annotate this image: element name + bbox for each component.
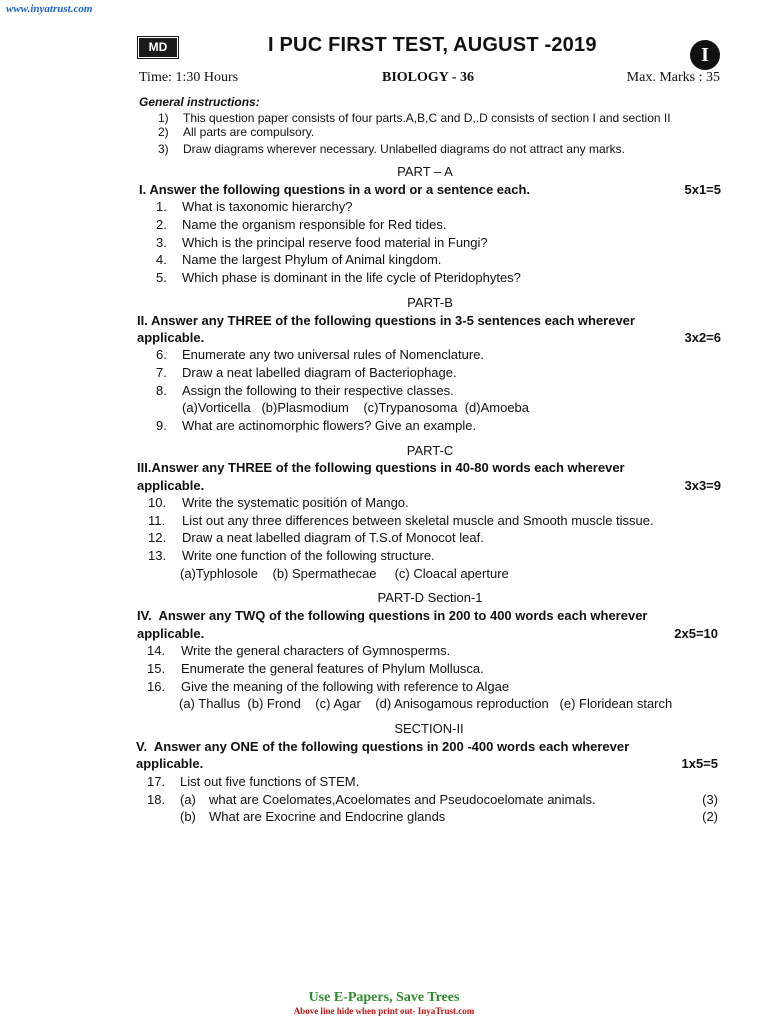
question-text: Name the largest Phylum of Animal kingdom.: [182, 252, 442, 267]
subquestion-label: (a): [180, 792, 196, 807]
part-b-heading: PART-B: [407, 295, 453, 310]
question-text: Which phase is dominant in the life cycle of Pteridophytes?: [182, 270, 521, 285]
question-text: What are Exocrine and Endocrine glands: [209, 809, 446, 824]
question-options: (a) Thallus (b) Frond (c) Agar (d) Anisogamous reproduction (e) Floridean starch: [179, 696, 673, 711]
website-link[interactable]: www.inyatrust.com: [6, 3, 93, 15]
part-a-instruction: I. Answer the following questions in a word or a sentence each.: [139, 182, 531, 197]
question-number: 8.: [156, 383, 167, 398]
question-text: Enumerate the general features of Phylum Mollusca.: [181, 661, 484, 676]
exam-time: Time: 1:30 Hours: [139, 70, 239, 85]
question-text: Which is the principal reserve food material in Fungi?: [182, 235, 488, 250]
question-number: 15.: [147, 661, 166, 676]
question-number: 2.: [156, 217, 167, 232]
part-d-marks: 2x5=10: [674, 626, 718, 641]
instruction-number: 2): [158, 125, 169, 139]
md-badge: MD: [139, 38, 177, 57]
part-c-heading: PART-C: [406, 443, 454, 458]
question-text: Write the general characters of Gymnosperms.: [181, 643, 451, 658]
part-c-instruction-cont: applicable.: [137, 478, 205, 493]
instruction-number: 1): [158, 111, 169, 125]
max-marks: Max. Marks : 35: [626, 70, 720, 85]
part-c-instruction: III.Answer any THREE of the following questions in 40-80 words each wherever: [137, 460, 625, 475]
part-a-heading: PART – A: [397, 164, 453, 179]
question-text: Write the systematic positión of Mango.: [182, 495, 409, 510]
question-number: 12.: [148, 530, 167, 545]
question-number: 4.: [156, 252, 167, 267]
question-number: 16.: [147, 679, 166, 694]
instruction-text: This question paper consists of four parts.A,B,C and D,.D consists of section I and section II: [183, 111, 671, 125]
question-number: 11.: [148, 513, 166, 528]
subquestion-label: (b): [180, 809, 196, 824]
question-text: Give the meaning of the following with reference to Algae: [181, 679, 510, 694]
section-2-heading: SECTION-II: [394, 721, 464, 736]
part-b-marks: 3x2=6: [684, 330, 721, 345]
question-number: 5.: [156, 270, 167, 285]
question-number: 17.: [147, 774, 166, 789]
question-text: Enumerate any two universal rules of Nomenclature.: [182, 347, 485, 362]
roman-one-badge: I: [690, 40, 720, 70]
question-text: Draw a neat labelled diagram of Bacteriophage.: [182, 365, 457, 380]
part-b-instruction-cont: applicable.: [137, 330, 205, 345]
question-number: 14.: [147, 643, 166, 658]
question-number: 1.: [156, 199, 167, 214]
question-text: Write one function of the following structure.: [182, 548, 435, 563]
section-2-marks: 1x5=5: [681, 756, 718, 771]
instruction-text: Draw diagrams wherever necessary. Unlabelled diagrams do not attract any marks.: [183, 142, 625, 156]
part-d-instruction: IV. Answer any TWQ of the following questions in 200 to 400 words each wherever: [137, 608, 648, 623]
footer-note: Above line hide when print out- InyaTrust.com: [293, 1006, 475, 1016]
question-number: 13.: [148, 548, 167, 563]
part-d-instruction-cont: applicable.: [137, 626, 205, 641]
question-text: what are Coelomates,Acoelomates and Pseudocoelomate animals.: [209, 792, 596, 807]
question-number: 10.: [148, 495, 167, 510]
subject-label: BIOLOGY - 36: [382, 70, 475, 85]
question-options: (a)Typhlosole (b) Spermathecae (c) Cloacal aperture: [180, 566, 509, 581]
section-2-instruction-cont: applicable.: [136, 756, 204, 771]
instructions-heading: General instructions:: [139, 95, 260, 109]
question-text: List out five functions of STEM.: [180, 774, 360, 789]
question-text: What are actinomorphic flowers? Give an example.: [182, 418, 477, 433]
instruction-number: 3): [158, 142, 169, 156]
question-number: 18.: [147, 792, 166, 807]
question-text: What is taxonomic hierarchy?: [182, 199, 353, 214]
part-d-heading: PART-D Section-1: [377, 590, 483, 605]
part-b-instruction: II. Answer any THREE of the following questions in 3-5 sentences each wherever: [137, 313, 635, 328]
part-a-marks: 5x1=5: [684, 182, 721, 197]
subquestion-marks: (3): [702, 792, 718, 807]
question-number: 6.: [156, 347, 167, 362]
question-text: Name the organism responsible for Red tides.: [182, 217, 447, 232]
question-text: Assign the following to their respective classes.: [182, 383, 454, 398]
question-text: Draw a neat labelled diagram of T.S.of Monocot leaf.: [182, 530, 484, 545]
part-c-marks: 3x3=9: [684, 478, 721, 493]
question-number: 9.: [156, 418, 167, 433]
question-options: (a)Vorticella (b)Plasmodium (c)Trypanosoma (d)Amoeba: [182, 400, 530, 415]
instruction-text: All parts are compulsory.: [183, 125, 315, 139]
exam-title: I PUC FIRST TEST, AUGUST -2019: [268, 34, 597, 56]
question-number: 3.: [156, 235, 167, 250]
footer-slogan: Use E-Papers, Save Trees: [308, 990, 460, 1005]
section-2-instruction: V. Answer any ONE of the following questions in 200 -400 words each wherever: [136, 739, 630, 754]
question-text: List out any three differences between skeletal muscle and Smooth muscle tissue.: [182, 513, 654, 528]
subquestion-marks: (2): [702, 809, 718, 824]
question-number: 7.: [156, 365, 167, 380]
